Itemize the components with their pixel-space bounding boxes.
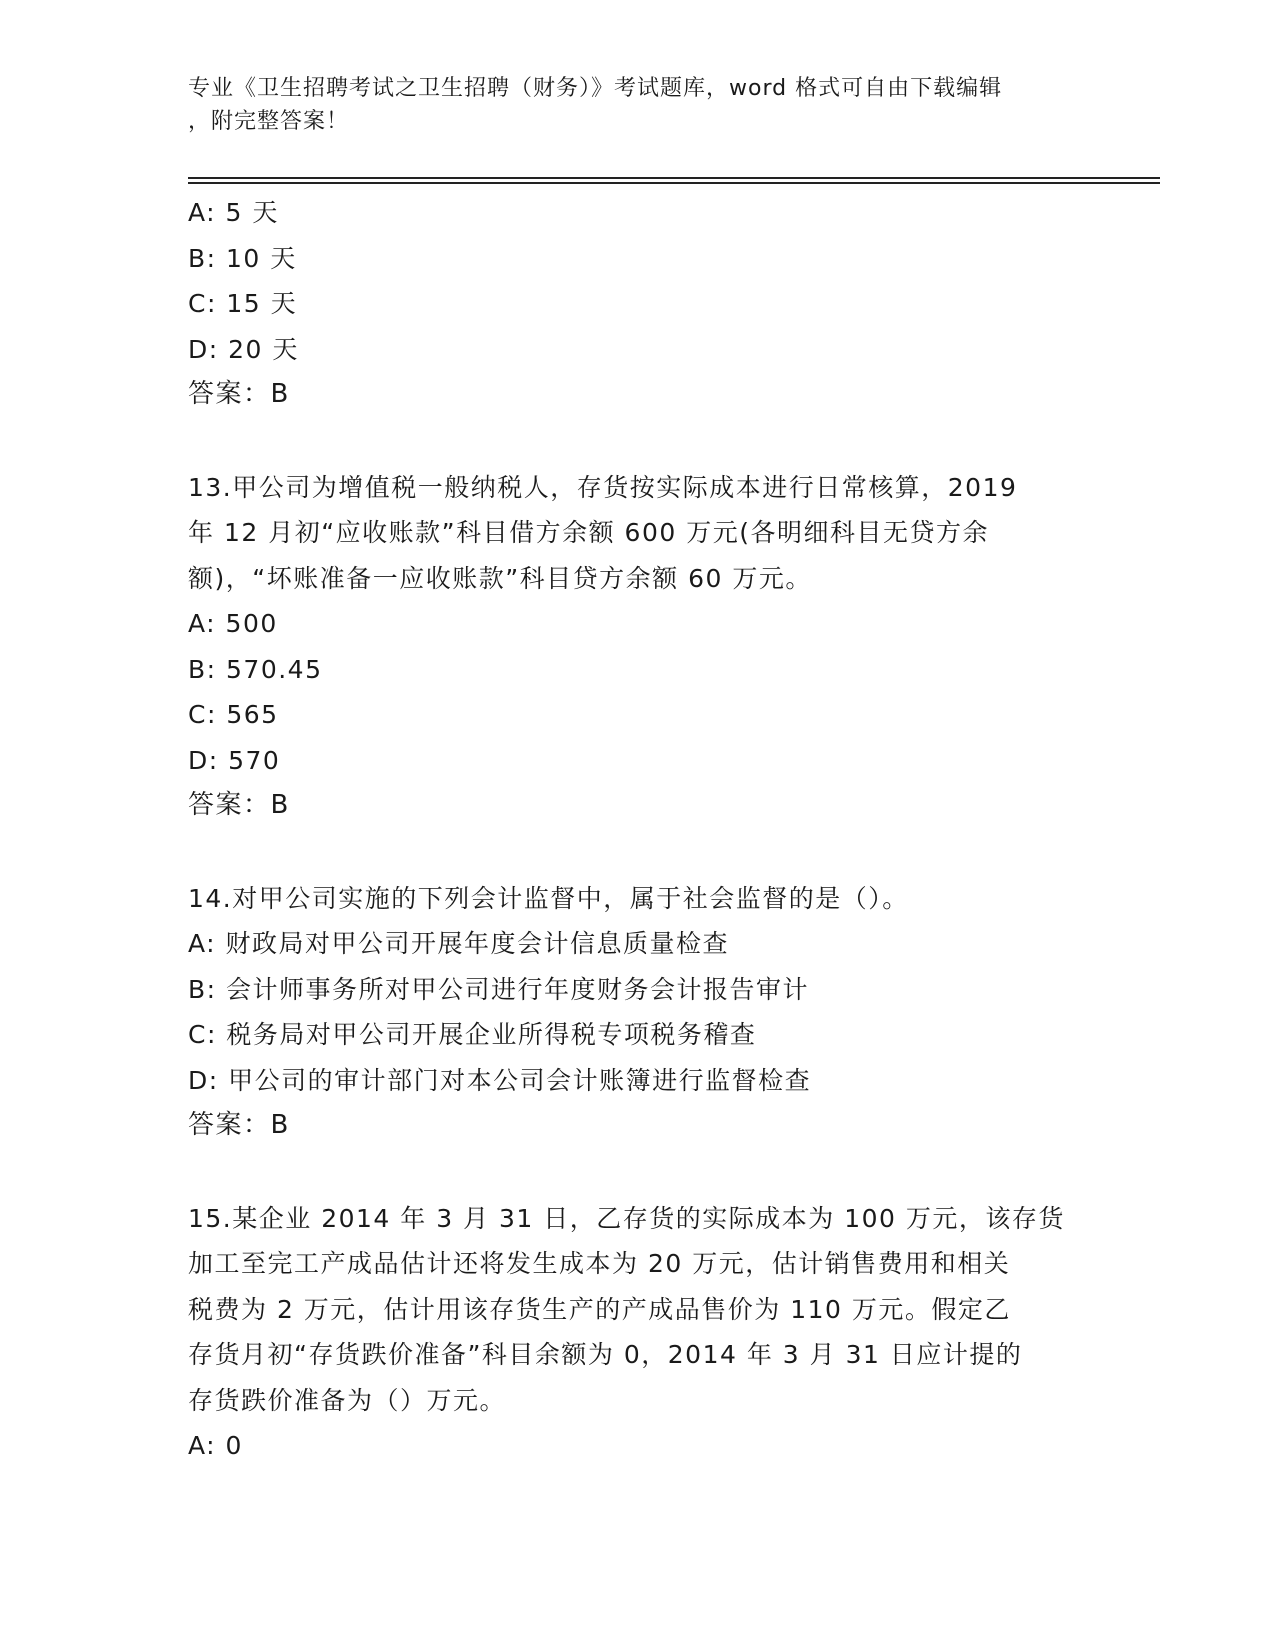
- header-line-1: 专业《卫生招聘考试之卫生招聘（财务）》考试题库，word 格式可自由下载编辑: [188, 76, 1003, 101]
- question-stem-line: 14.对甲公司实施的下列会计监督中，属于社会监督的是（）。: [188, 883, 909, 913]
- option-d: D: 20 天: [188, 334, 299, 364]
- question-stem-line: 加工至完工产成品估计还将发生成本为 20 万元，估计销售费用和相关: [188, 1249, 1011, 1278]
- option-a: A: 5 天: [188, 198, 279, 227]
- option-c: C: 15 天: [188, 289, 298, 318]
- header-line-2: ，附完整答案！: [188, 109, 350, 134]
- answer: 答案：B: [188, 1110, 290, 1140]
- document-header: [188, 72, 1088, 138]
- question-stem-line: 存货月初“存货跌价准备”科目余额为 0，2014 年 3 月 31 日应计提的: [188, 1340, 1023, 1369]
- question-stem-line: 15.某企业 2014 年 3 月 31 日，乙存货的实际成本为 100 万元，该存货: [188, 1203, 1065, 1233]
- header-divider-bottom: [188, 182, 1160, 184]
- question-14: [188, 876, 1088, 1149]
- question-stem-line: 税费为 2 万元，估计用该存货生产的产成品售价为 110 万元。假定乙: [188, 1294, 1011, 1324]
- question-stem-line: 额)，“坏账准备一应收账款”科目贷方余额 60 万元。: [188, 563, 812, 593]
- question-15: [188, 1196, 1088, 1469]
- question-12: [188, 190, 1088, 418]
- option-a: A: 0: [188, 1431, 243, 1460]
- option-a: A: 500: [188, 609, 278, 638]
- question-13: [188, 465, 1088, 829]
- option-b: B: 570.45: [188, 654, 323, 684]
- option-b: B: 会计师事务所对甲公司进行年度财务会计报告审计: [188, 974, 810, 1004]
- question-stem-line: 年 12 月初“应收账款”科目借方余额 600 万元(各明细科目无贷方余: [188, 518, 989, 547]
- option-c: C: 565: [188, 700, 279, 729]
- answer: 答案：B: [188, 790, 290, 820]
- option-b: B: 10 天: [188, 243, 297, 273]
- question-stem-line: 存货跌价准备为（）万元。: [188, 1385, 507, 1415]
- question-list: [188, 190, 1088, 1469]
- option-a: A: 财政局对甲公司开展年度会计信息质量检查: [188, 929, 730, 958]
- header-divider-top: [188, 177, 1160, 179]
- question-stem-line: 13.甲公司为增值税一般纳税人，存货按实际成本进行日常核算，2019: [188, 472, 1018, 502]
- option-c: C: 税务局对甲公司开展企业所得税专项税务稽查: [188, 1020, 757, 1049]
- option-d: D: 570: [188, 745, 281, 775]
- option-d: D: 甲公司的审计部门对本公司会计账簿进行监督检查: [188, 1065, 812, 1095]
- answer: 答案：B: [188, 379, 290, 409]
